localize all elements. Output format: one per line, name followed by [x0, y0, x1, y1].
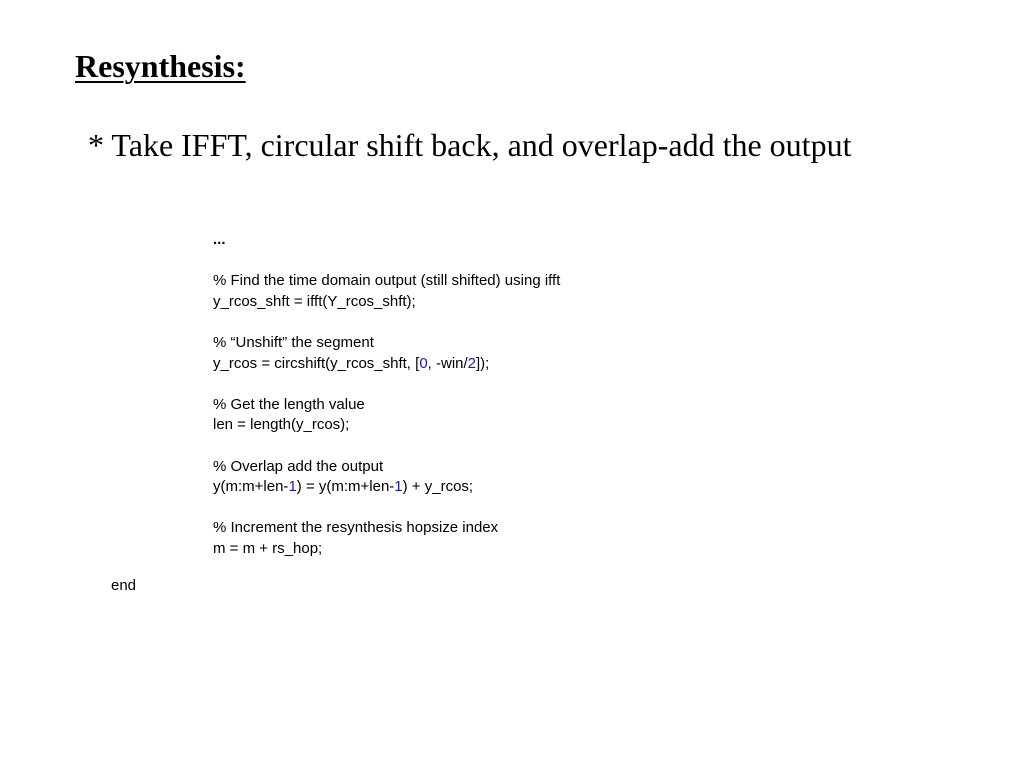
- code-comment-find: % Find the time domain output (still shifted) using ifft: [213, 272, 561, 290]
- code-blank-line: [213, 498, 560, 519]
- code-end-keyword: end: [111, 577, 137, 594]
- code-text: y(m:m+len-: [213, 478, 289, 496]
- code-text: ]);: [476, 354, 490, 372]
- code-line-circshift: [213, 354, 560, 375]
- code-ellipsis: ...: [213, 231, 226, 248]
- code-comment-overlap: % Overlap add the output: [213, 457, 384, 475]
- number-literal: 2: [467, 354, 477, 372]
- code-comment-unshift: % “Unshift” the segment: [213, 333, 374, 351]
- number-literal: 0: [419, 354, 428, 372]
- bullet-point: * Take IFFT, circular shift back, and overlap-add the output: [88, 127, 852, 163]
- number-literal: 1: [394, 478, 403, 496]
- code-text: , -win/: [427, 354, 468, 372]
- code-block: [213, 230, 560, 560]
- slide-title: Resynthesis:: [75, 48, 246, 84]
- code-text: y_rcos = circshift(y_rcos_shft, [: [213, 354, 420, 372]
- code-text: ) + y_rcos;: [402, 478, 474, 496]
- number-literal: 1: [288, 478, 297, 496]
- code-line-length: len = length(y_rcos);: [213, 416, 350, 434]
- code-text: ) = y(m:m+len-: [296, 478, 395, 496]
- code-blank-line: [213, 436, 560, 457]
- code-line-overlap: [213, 477, 560, 498]
- code-blank-line: [213, 312, 560, 333]
- code-line-ifft: y_rcos_shft = ifft(Y_rcos_shft);: [213, 292, 416, 310]
- code-comment-increment: % Increment the resynthesis hopsize index: [213, 519, 499, 537]
- code-line-increment: m = m + rs_hop;: [213, 539, 323, 557]
- code-comment-length: % Get the length value: [213, 395, 365, 413]
- code-blank-line: [213, 374, 560, 395]
- code-blank-line: [213, 251, 560, 272]
